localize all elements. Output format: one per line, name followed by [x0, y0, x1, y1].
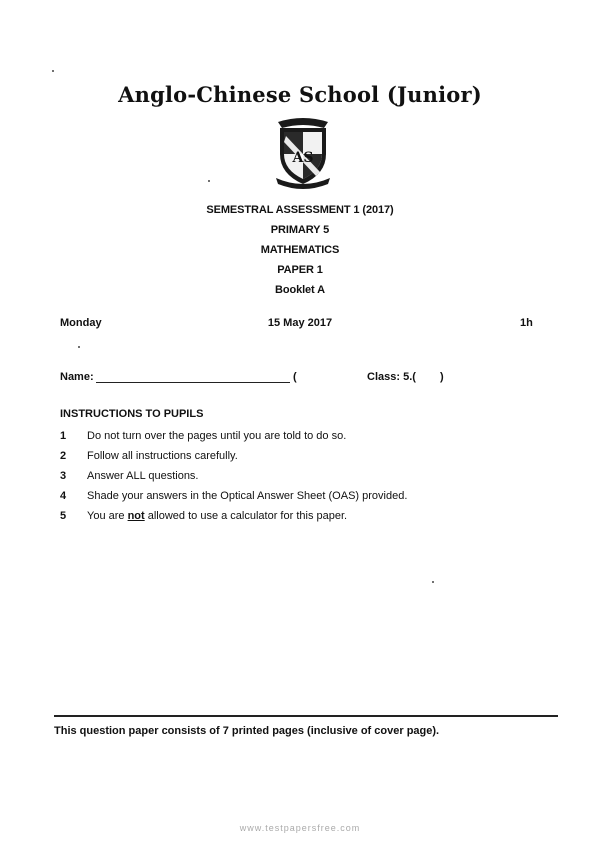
school-name: Anglo-Chinese School (Junior)	[118, 82, 482, 107]
instruction-text-part: You are	[87, 510, 128, 522]
instruction-text: Do not turn over the pages until you are told to do so.	[87, 430, 347, 442]
emphasized-word: not	[127, 510, 145, 522]
school-crest-logo	[272, 114, 334, 192]
subject-title: MATHEMATICS	[260, 244, 340, 256]
exam-duration: 1h	[520, 317, 533, 329]
scan-speck	[208, 180, 210, 182]
scan-speck	[78, 346, 80, 348]
scan-speck	[52, 70, 54, 72]
instruction-text	[87, 510, 347, 522]
assessment-title: SEMESTRAL ASSESSMENT 1 (2017)	[206, 204, 394, 216]
scan-speck	[432, 581, 434, 583]
name-blank-line[interactable]	[96, 382, 290, 383]
instruction-number: 3	[60, 470, 67, 482]
class-label: Class: 5.(	[367, 371, 416, 383]
paper-title: PAPER 1	[277, 264, 323, 276]
footer-rule	[54, 715, 558, 717]
exam-date: 15 May 2017	[267, 317, 333, 329]
footer-note: This question paper consists of 7 printed pages (inclusive of cover page).	[54, 725, 440, 737]
instructions-heading: INSTRUCTIONS TO PUPILS	[60, 408, 204, 420]
level-title: PRIMARY 5	[270, 224, 330, 236]
instruction-number: 1	[60, 430, 67, 442]
instruction-text: Answer ALL questions.	[87, 470, 199, 482]
crest-letters: AS	[292, 150, 314, 166]
instruction-text-part: allowed to use a calculator for this paper.	[144, 510, 348, 522]
instruction-number: 5	[60, 510, 67, 522]
exam-day: Monday	[60, 317, 102, 329]
name-label: Name:	[60, 371, 94, 383]
watermark-text: www.testpapersfree.com	[239, 823, 361, 833]
index-open-paren: (	[293, 371, 297, 383]
instruction-text: Shade your answers in the Optical Answer Sheet (OAS) provided.	[87, 490, 408, 502]
instruction-text: Follow all instructions carefully.	[87, 450, 238, 462]
instruction-number: 4	[60, 490, 67, 502]
class-close-paren: )	[440, 371, 444, 383]
instruction-number: 2	[60, 450, 67, 462]
booklet-title: Booklet A	[274, 284, 326, 296]
